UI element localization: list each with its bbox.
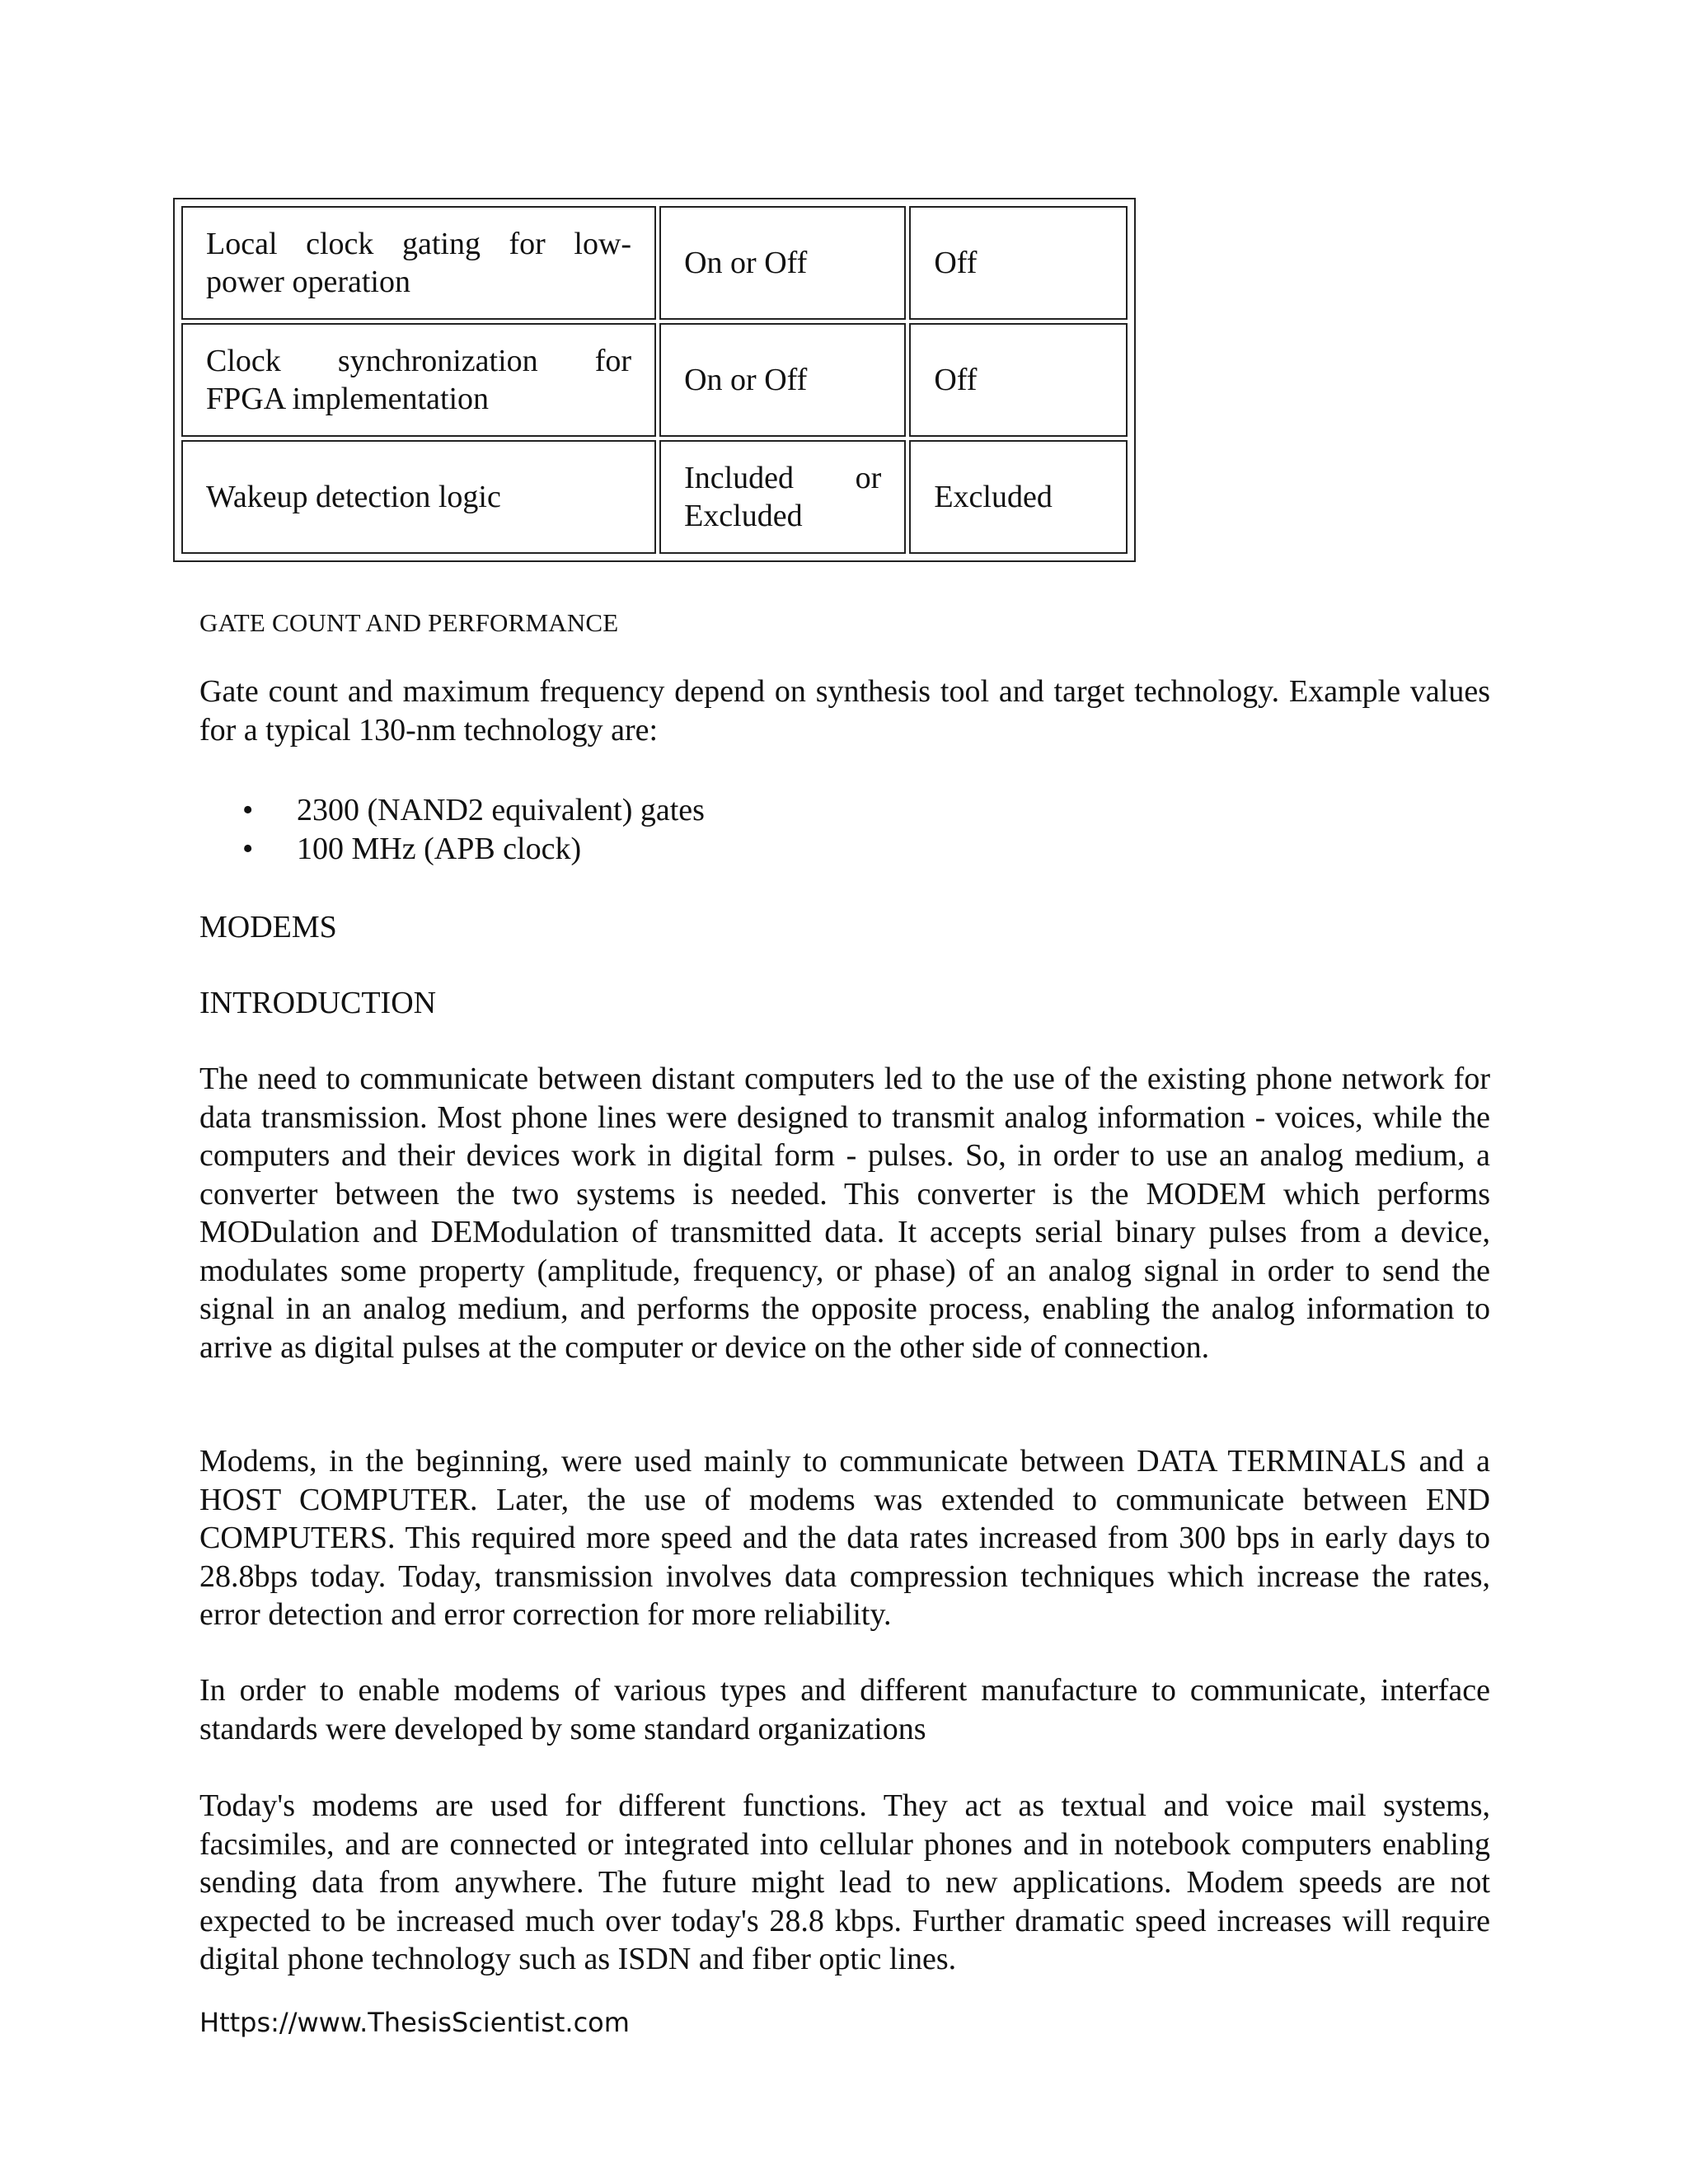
table-cell-values: [659, 440, 906, 554]
feature-text: Wakeup detection logic: [206, 480, 501, 514]
intro-paragraph-2: Modems, in the beginning, were used mainly to communicate between DATA TERMINALS and a HOST COMPUTER. Later, the use of modems was extended to communicate between END COMPUTERS. This required more speed and the data rates increased from 300 bps in early days to 28.8bps today. Today, transmission involves data compression techniques which increase the rates, error detection and error correction for more reliability.: [199, 1444, 1490, 1632]
values-text: On or Off: [684, 363, 808, 397]
gate-count-heading: GATE COUNT AND PERFORMANCE: [199, 608, 619, 637]
feature-text-line: Local clock gating for low-: [206, 227, 632, 261]
default-text: Off: [934, 246, 978, 280]
feature-text-line: FPGA implementation: [206, 382, 490, 416]
table-row: [181, 440, 1128, 554]
list-item: [199, 830, 705, 869]
values-text-line: Included or: [684, 461, 882, 495]
modems-heading: MODEMS: [199, 910, 337, 944]
gate-count-paragraph: Gate count and maximum frequency depend on synthesis tool and target technology. Example values for a typical 130-nm technology are:: [199, 674, 1490, 748]
list-item-text: 100 MHz (APB clock): [297, 832, 582, 866]
table-cell-feature: [181, 206, 656, 320]
table-row: [181, 206, 1128, 320]
gate-count-bullet-list: [199, 791, 705, 869]
table-cell-default: [909, 323, 1128, 437]
intro-paragraph-3: In order to enable modems of various types and different manufacture to communicate, interface standards were developed by some standard organizations: [199, 1673, 1490, 1746]
configuration-table-grid: [178, 203, 1131, 557]
table-cell-feature: [181, 323, 656, 437]
introduction-heading: INTRODUCTION: [199, 986, 437, 1020]
values-text-line: Excluded: [684, 499, 803, 533]
values-text: On or Off: [684, 246, 808, 280]
list-item-text: 2300 (NAND2 equivalent) gates: [297, 793, 705, 827]
bullet-icon: •: [242, 832, 254, 866]
intro-paragraph-1: The need to communicate between distant computers led to the use of the existing phone network for data transmission. Most phone lines were designed to transmit analog information - voices, while the computers and their devices work in digital form - pulses. So, in order to use an analog medium, a converter between the two systems is needed. This converter is the MODEM which performs MODulation and DEModulation of transmitted data. It accepts serial binary pulses from a device, modulates some property (amplitude, frequency, or phase) of an analog signal in order to send the signal in an analog medium, and performs the opposite process, enabling the analog information to arrive as digital pulses at the computer or device on the other side of connection.: [199, 1062, 1490, 1365]
table-row: [181, 323, 1128, 437]
table-cell-feature: [181, 440, 656, 554]
footer-url: Https://www.ThesisScientist.com: [199, 2007, 630, 2038]
table-cell-values: [659, 323, 906, 437]
table-cell-values: [659, 206, 906, 320]
table-cell-default: [909, 440, 1128, 554]
feature-text-line: power operation: [206, 265, 410, 299]
default-text: Off: [934, 363, 978, 397]
intro-paragraph-4: Today's modems are used for different functions. They act as textual and voice mail systems, facsimiles, and are connected or integrated into cellular phones and in notebook computers enabling sending data from anywhere. The future might lead to new applications. Modem speeds are not expected to be increased much over today's 28.8 kbps. Further dramatic speed increases will require digital phone technology such as ISDN and fiber optic lines.: [199, 1788, 1490, 1976]
table-cell-default: [909, 206, 1128, 320]
configuration-table: [173, 198, 1136, 562]
bullet-icon: •: [242, 793, 254, 827]
list-item: [199, 791, 705, 830]
default-text: Excluded: [934, 480, 1053, 514]
feature-text-line: Clock synchronization for: [206, 344, 632, 378]
